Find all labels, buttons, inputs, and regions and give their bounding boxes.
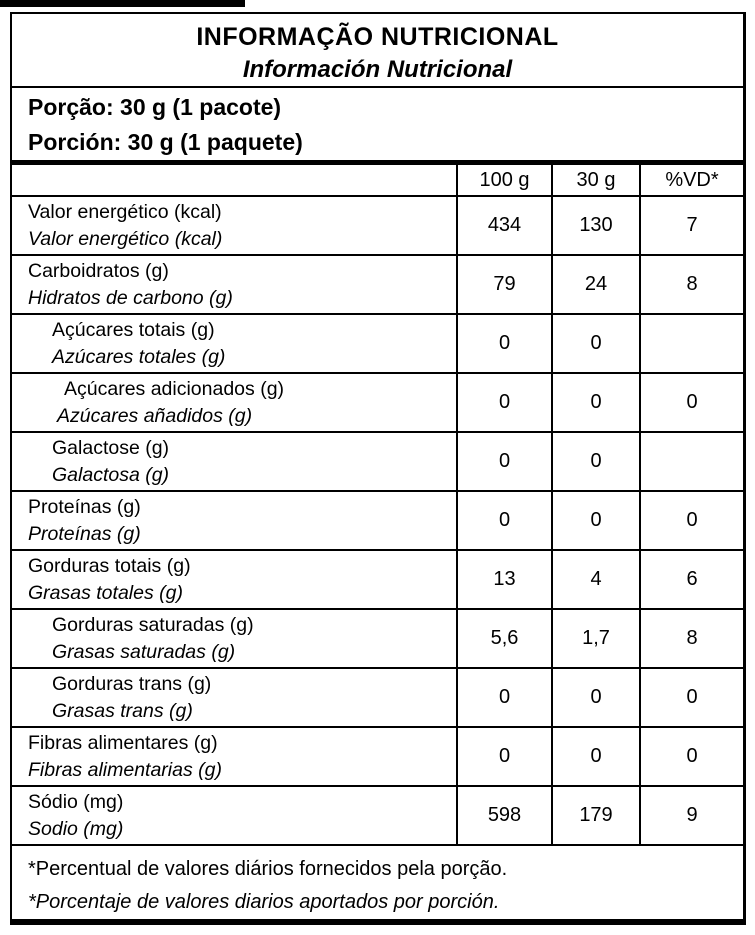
row-label <box>12 551 456 608</box>
table-row <box>12 197 743 256</box>
row-label-es: Galactosa (g) <box>52 464 170 486</box>
value-vd: 0 <box>639 492 743 549</box>
row-label <box>12 492 456 549</box>
row-label-pt: Açúcares totais (g) <box>52 319 215 341</box>
title-pt: INFORMAÇÃO NUTRICIONAL <box>196 23 559 51</box>
value-30g: 130 <box>551 197 639 254</box>
value-vd: 8 <box>639 256 743 313</box>
value-100g: 434 <box>456 197 551 254</box>
row-label-pt: Gorduras saturadas (g) <box>52 614 254 636</box>
title-es: Información Nutricional <box>242 56 513 83</box>
table-row <box>12 256 743 315</box>
value-100g: 0 <box>456 492 551 549</box>
value-30g: 0 <box>551 728 639 785</box>
value-30g: 1,7 <box>551 610 639 667</box>
table-row <box>12 315 743 374</box>
value-100g: 79 <box>456 256 551 313</box>
value-vd: 6 <box>639 551 743 608</box>
row-label <box>12 433 456 490</box>
value-100g: 0 <box>456 374 551 431</box>
row-label <box>12 787 456 844</box>
table-header-row <box>12 165 743 197</box>
row-label-es: Valor energético (kcal) <box>28 228 223 250</box>
value-30g: 0 <box>551 669 639 726</box>
row-label-pt: Gorduras trans (g) <box>52 673 212 695</box>
row-label <box>12 669 456 726</box>
table-row <box>12 551 743 610</box>
value-100g: 0 <box>456 669 551 726</box>
value-vd: 0 <box>639 374 743 431</box>
row-label-pt: Proteínas (g) <box>28 496 141 518</box>
row-label-pt: Açúcares adicionados (g) <box>64 378 285 400</box>
table-row <box>12 787 743 846</box>
value-30g: 24 <box>551 256 639 313</box>
row-label-pt: Carboidratos (g) <box>28 260 169 282</box>
table-row <box>12 728 743 787</box>
row-label <box>12 197 456 254</box>
nutrition-label-box <box>10 12 746 925</box>
row-label <box>12 728 456 785</box>
row-label-es: Fibras alimentarias (g) <box>28 759 222 781</box>
serving-pt: Porção: 30 g (1 pacote) <box>28 94 282 120</box>
table-body <box>12 197 743 846</box>
header-empty-cell <box>12 165 456 195</box>
row-label <box>12 610 456 667</box>
serving-block <box>12 88 743 165</box>
value-vd: 9 <box>639 787 743 844</box>
value-30g: 0 <box>551 433 639 490</box>
row-label-pt: Sódio (mg) <box>28 791 124 813</box>
value-30g: 0 <box>551 315 639 372</box>
table-row <box>12 374 743 433</box>
value-30g: 4 <box>551 551 639 608</box>
table-row <box>12 492 743 551</box>
row-label-es: Grasas saturadas (g) <box>52 641 236 663</box>
value-30g: 179 <box>551 787 639 844</box>
value-30g: 0 <box>551 492 639 549</box>
table-row <box>12 610 743 669</box>
row-label-es: Azúcares añadidos (g) <box>57 405 253 427</box>
serving-es: Porción: 30 g (1 paquete) <box>28 129 303 155</box>
column-header-30g: 30 g <box>551 165 639 195</box>
top-edge-line <box>0 0 245 7</box>
table-row <box>12 433 743 492</box>
row-label <box>12 315 456 372</box>
value-100g: 13 <box>456 551 551 608</box>
row-label-es: Sodio (mg) <box>28 818 124 840</box>
row-label-es: Proteínas (g) <box>28 523 141 545</box>
row-label <box>12 256 456 313</box>
column-header-vd: %VD* <box>639 165 743 195</box>
row-label-pt: Fibras alimentares (g) <box>28 732 218 754</box>
value-vd: 0 <box>639 728 743 785</box>
value-30g: 0 <box>551 374 639 431</box>
value-100g: 5,6 <box>456 610 551 667</box>
value-100g: 598 <box>456 787 551 844</box>
row-label-es: Hidratos de carbono (g) <box>28 287 233 309</box>
value-vd <box>639 433 743 490</box>
footnote-pt: *Percentual de valores diários fornecidos pela porção. <box>28 858 508 880</box>
row-label-pt: Galactose (g) <box>52 437 170 459</box>
row-label-es: Grasas trans (g) <box>52 700 193 722</box>
title-block <box>12 14 743 88</box>
value-vd: 7 <box>639 197 743 254</box>
value-vd <box>639 315 743 372</box>
row-label-pt: Gorduras totais (g) <box>28 555 191 577</box>
value-100g: 0 <box>456 315 551 372</box>
row-label-pt: Valor energético (kcal) <box>28 201 222 223</box>
column-header-100g: 100 g <box>456 165 551 195</box>
footnote-block <box>12 846 743 919</box>
value-100g: 0 <box>456 728 551 785</box>
footnote-es: *Porcentaje de valores diarios aportados por porción. <box>28 891 500 913</box>
row-label-es: Azúcares totales (g) <box>52 346 226 368</box>
value-vd: 0 <box>639 669 743 726</box>
row-label <box>12 374 456 431</box>
row-label-es: Grasas totales (g) <box>28 582 183 604</box>
table-row <box>12 669 743 728</box>
value-vd: 8 <box>639 610 743 667</box>
value-100g: 0 <box>456 433 551 490</box>
